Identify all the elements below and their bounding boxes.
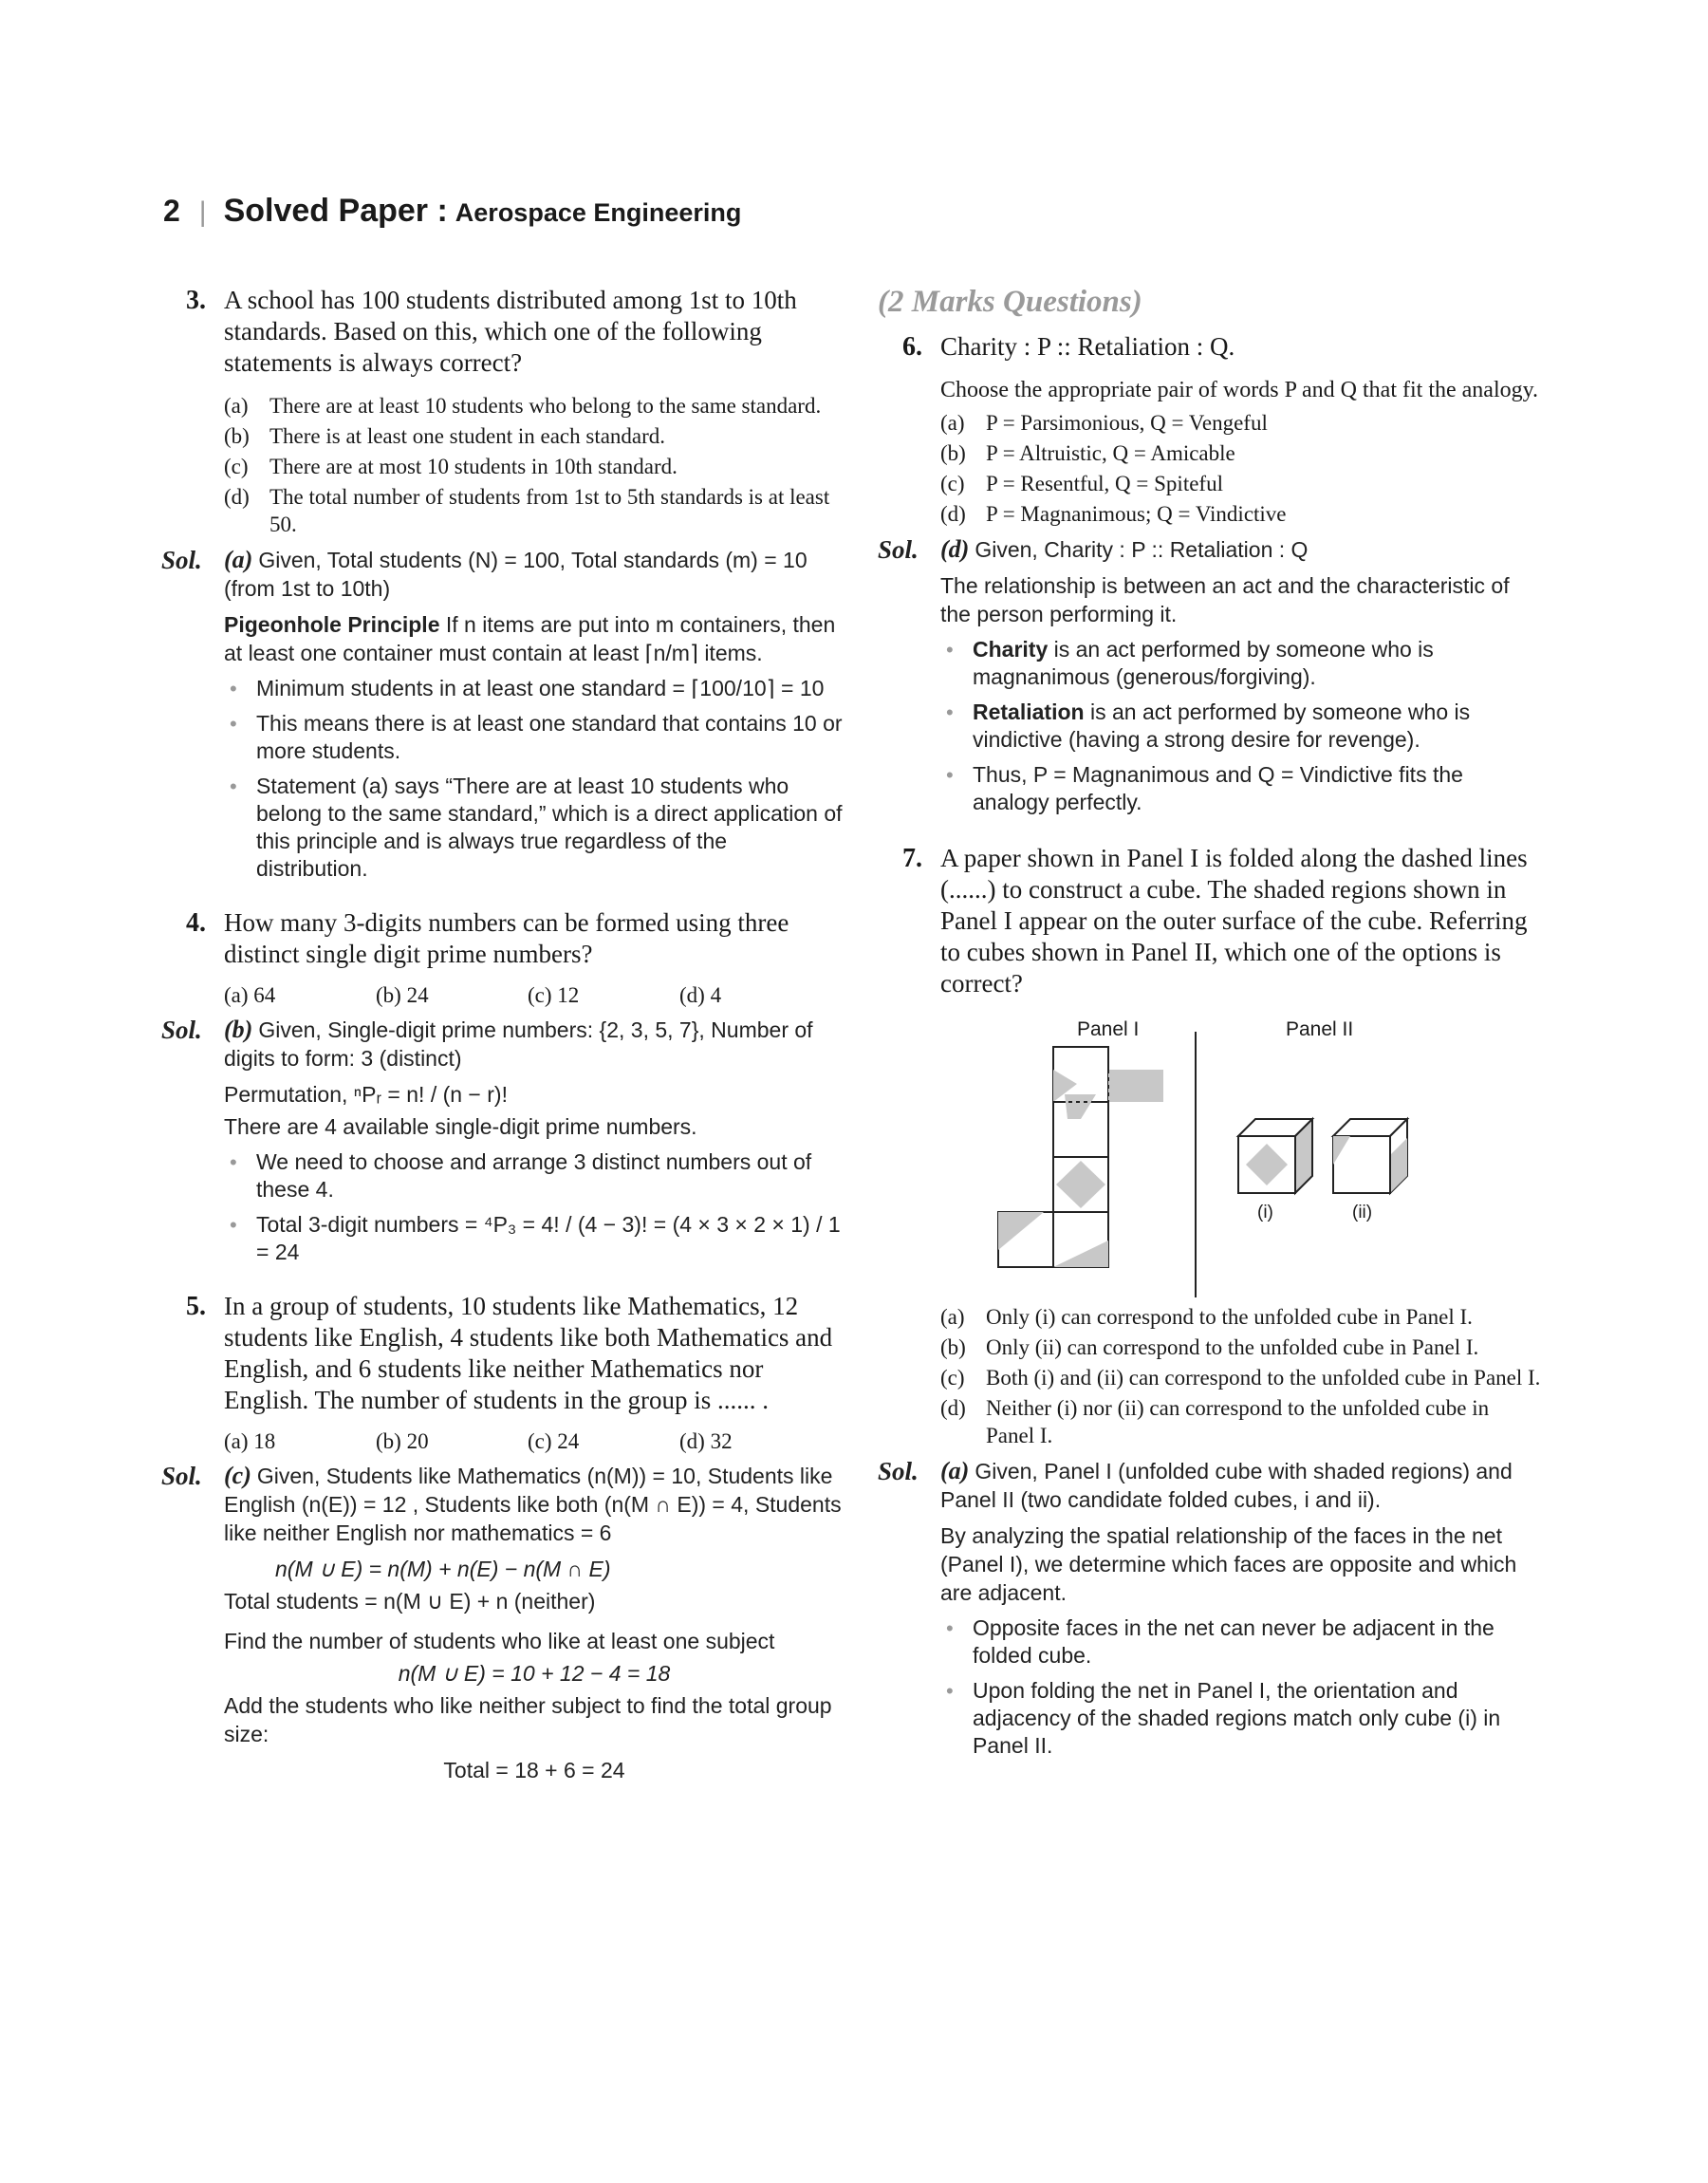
option-c xyxy=(940,470,1542,497)
principle-title: Pigeonhole Principle xyxy=(224,612,440,637)
bullet: • Statement (a) says “There are at least 10 students who belong to the same standard,” which is a direct application of this principle and is always true regardless of the distribution. xyxy=(161,773,845,883)
equation: n(M ∪ E) = n(M) + n(E) − n(M ∩ E) xyxy=(275,1557,611,1581)
bullet: • Thus, P = Magnanimous and Q = Vindictive fits the analogy perfectly. xyxy=(878,761,1542,816)
option-a: (a) 64 xyxy=(224,983,276,1007)
option-text: Only (i) can correspond to the unfolded cube in Panel I. xyxy=(986,1305,1473,1329)
panel-2-label: Panel II xyxy=(1286,1018,1354,1040)
solution-label: Sol. xyxy=(161,1462,202,1490)
shaded-region xyxy=(998,1212,1044,1250)
question-7 xyxy=(878,843,1542,999)
question-number: 7. xyxy=(902,844,922,873)
option-text: P = Magnanimous; Q = Vindictive xyxy=(986,502,1287,526)
solution-answer: (a) xyxy=(224,546,253,573)
solution-text: By analyzing the spatial relationship of the faces in the net (Panel I), we determine which faces are opposite and which are adjacent. xyxy=(940,1523,1517,1605)
option-label: (c) xyxy=(940,1366,965,1390)
solution-text: Given, Charity : P :: Retaliation : Q xyxy=(975,537,1309,562)
option-c: (c) 12 xyxy=(528,983,580,1007)
solution-text: There are 4 available single-digit prime numbers. xyxy=(224,1114,697,1139)
question-3-options xyxy=(161,392,845,538)
option-label: (c) xyxy=(940,472,965,495)
solution-answer: (c) xyxy=(224,1462,251,1489)
bullet: • This means there is at least one standard that contains 10 or more students. xyxy=(161,710,845,765)
bullet-term: Charity xyxy=(973,637,1049,662)
question-number: 3. xyxy=(186,286,206,315)
cube-ii-caption: (ii) xyxy=(1352,1203,1373,1222)
option-text: There are at least 10 students who belong to the same standard. xyxy=(269,394,822,418)
principle xyxy=(161,610,845,667)
solution-3 xyxy=(161,546,845,603)
question-number: 4. xyxy=(186,908,206,938)
bullet: • Minimum students in at least one standard = ⌈100/10⌉ = 10 xyxy=(161,675,845,702)
shaded-region xyxy=(1053,1241,1108,1267)
option-label: (d) xyxy=(940,1396,966,1420)
option-text: P = Parsimonious, Q = Vengeful xyxy=(986,411,1268,435)
option-text: There are at most 10 students in 10th standard. xyxy=(269,455,678,478)
question-instruction: Choose the appropriate pair of words P and Q that fit the analogy. xyxy=(940,378,1539,402)
option-text: P = Altruistic, Q = Amicable xyxy=(986,441,1235,465)
option-label: (a) xyxy=(224,394,249,418)
bullet: • Total 3-digit numbers = ⁴P₃ = 4! / (4 − 3)! = (4 × 3 × 2 × 1) / 1 = 24 xyxy=(161,1211,845,1266)
option-d: (d) 32 xyxy=(679,1429,733,1453)
solution-answer: (d) xyxy=(940,535,970,563)
option-text: Neither (i) nor (ii) can correspond to the unfolded cube in Panel I. xyxy=(986,1396,1490,1447)
option-a xyxy=(940,409,1542,437)
option-label: (b) xyxy=(224,424,250,448)
question-4-options xyxy=(161,983,845,1008)
question-text: A paper shown in Panel I is folded along the dashed lines (......) to construct a cube. The shaded regions shown in Panel I appear on the outer surface of the cube. Referring to cubes shown in Panel II, which one of the options is correct? xyxy=(940,844,1528,998)
question-5-options xyxy=(161,1429,845,1454)
option-a: (a) 18 xyxy=(224,1429,276,1453)
cube-figure xyxy=(878,1013,1542,1297)
question-4 xyxy=(161,907,845,970)
header-subtitle: Aerospace Engineering xyxy=(455,198,742,227)
panel-1-label: Panel I xyxy=(1077,1018,1140,1040)
solution-5 xyxy=(161,1462,845,1547)
question-text: Charity : P :: Retaliation : Q. xyxy=(940,332,1235,361)
question-3 xyxy=(161,285,845,379)
bullet: • We need to choose and arrange 3 distinct numbers out of these 4. xyxy=(161,1148,845,1203)
solution-6 xyxy=(878,535,1542,564)
solution-label: Sol. xyxy=(161,546,202,574)
section-heading: (2 Marks Questions) xyxy=(878,285,1142,319)
question-5 xyxy=(161,1291,845,1416)
option-label: (b) xyxy=(940,1335,966,1359)
equation: Total = 18 + 6 = 24 xyxy=(443,1758,625,1782)
cube-i-caption: (i) xyxy=(1257,1203,1273,1222)
bullet: • Opposite faces in the net can never be adjacent in the folded cube. xyxy=(878,1614,1542,1670)
solution-7 xyxy=(878,1457,1542,1514)
header-title: Solved Paper : xyxy=(223,193,448,229)
option-c: (c) 24 xyxy=(528,1429,580,1453)
option-a xyxy=(940,1303,1542,1331)
option-text: Only (ii) can correspond to the unfolded cube in Panel I. xyxy=(986,1335,1479,1359)
bullet xyxy=(878,636,1542,691)
option-b xyxy=(940,1334,1542,1361)
bullet-text: is an act performed by someone who is magnanimous (generous/forgiving). xyxy=(973,637,1434,689)
question-6-options xyxy=(878,409,1542,528)
option-b: (b) 20 xyxy=(376,1429,429,1453)
page-number: 2 xyxy=(163,194,180,228)
principle-text: If n items are put into m containers, then at least one container must contain at least ⌈n/m⌉ items. xyxy=(224,612,836,665)
option-d: (d) 4 xyxy=(679,983,722,1007)
solution-text: Given, Panel I (unfolded cube with shaded regions) and Panel II (two candidate folded cubes, i and ii). xyxy=(940,1459,1513,1512)
option-text: Both (i) and (ii) can correspond to the unfolded cube in Panel I. xyxy=(986,1366,1541,1390)
option-label: (b) xyxy=(940,441,966,465)
question-text: In a group of students, 10 students like Mathematics, 12 students like English, 4 students like both Mathematics and English, and 6 students like neither Mathematics nor English. The number of students in the group is ...... . xyxy=(224,1292,833,1414)
solution-text: Total students = n(M ∪ E) + n (neither) xyxy=(224,1589,596,1614)
header-separator: | xyxy=(198,196,207,228)
solution-answer: (b) xyxy=(224,1016,253,1043)
option-a xyxy=(224,392,845,420)
option-b xyxy=(940,439,1542,467)
option-b xyxy=(224,422,845,450)
page-header xyxy=(163,193,741,230)
option-b: (b) 24 xyxy=(376,983,429,1007)
solution-text: Find the number of students who like at least one subject xyxy=(224,1629,775,1653)
question-text: How many 3-digits numbers can be formed using three distinct single digit prime numbers? xyxy=(224,908,789,968)
option-text: There is at least one student in each standard. xyxy=(269,424,666,448)
bullet-term: Retaliation xyxy=(973,700,1085,724)
solution-4 xyxy=(161,1016,845,1073)
option-c xyxy=(224,453,845,480)
solution-text: The relationship is between an act and the characteristic of the person performing it. xyxy=(940,573,1510,626)
cube-diagram xyxy=(878,1013,1542,1297)
question-number: 5. xyxy=(186,1292,206,1321)
question-text: A school has 100 students distributed among 1st to 10th standards. Based on this, which one of the following statements is always correct? xyxy=(224,286,797,377)
option-text: The total number of students from 1st to 5th standards is at least 50. xyxy=(269,485,830,536)
cube-ii xyxy=(1333,1119,1407,1193)
shaded-region xyxy=(1065,1094,1096,1119)
bullet: • Upon folding the net in Panel I, the orientation and adjacency of the shaded regions match only cube (i) in Panel II. xyxy=(878,1677,1542,1760)
solution-label: Sol. xyxy=(878,535,919,564)
option-d xyxy=(940,500,1542,528)
question-number: 6. xyxy=(902,332,922,362)
option-text: P = Resentful, Q = Spiteful xyxy=(986,472,1223,495)
solution-text: Given, Students like Mathematics (n(M)) = 10, Students like English (n(E)) = 12 , Students like both (n(M ∩ E)) = 4, Students like neither English nor mathematics = 6 xyxy=(224,1464,842,1545)
shaded-region xyxy=(1108,1070,1163,1102)
solution-text: Given, Total students (N) = 100, Total standards (m) = 10 (from 1st to 10th) xyxy=(224,548,808,601)
shaded-region xyxy=(1056,1161,1105,1208)
option-c xyxy=(940,1364,1542,1391)
solution-label: Sol. xyxy=(161,1016,202,1044)
option-label: (a) xyxy=(940,411,965,435)
option-label: (d) xyxy=(940,502,966,526)
bullet-text: is an act performed by someone who is vindictive (having a strong desire for revenge). xyxy=(973,700,1471,752)
solution-label: Sol. xyxy=(878,1457,919,1485)
solution-text: Given, Single-digit prime numbers: {2, 3, 5, 7}, Number of digits to form: 3 (distinct) xyxy=(224,1017,813,1071)
cube-i xyxy=(1238,1119,1312,1193)
bullet xyxy=(878,699,1542,754)
solution-text: Add the students who like neither subject to find the total group size: xyxy=(224,1693,832,1746)
equation: n(M ∪ E) = 10 + 12 − 4 = 18 xyxy=(398,1661,671,1686)
right-column xyxy=(878,285,1542,1767)
option-d xyxy=(224,483,845,538)
permutation-formula: Permutation, ⁿPᵣ = n! / (n − r)! xyxy=(224,1082,508,1107)
left-column xyxy=(161,285,845,1788)
solution-answer: (a) xyxy=(940,1457,970,1484)
option-d xyxy=(940,1394,1542,1449)
option-label: (a) xyxy=(940,1305,965,1329)
question-6 xyxy=(878,331,1542,363)
question-7-options xyxy=(878,1303,1542,1449)
option-label: (c) xyxy=(224,455,249,478)
option-label: (d) xyxy=(224,485,250,509)
